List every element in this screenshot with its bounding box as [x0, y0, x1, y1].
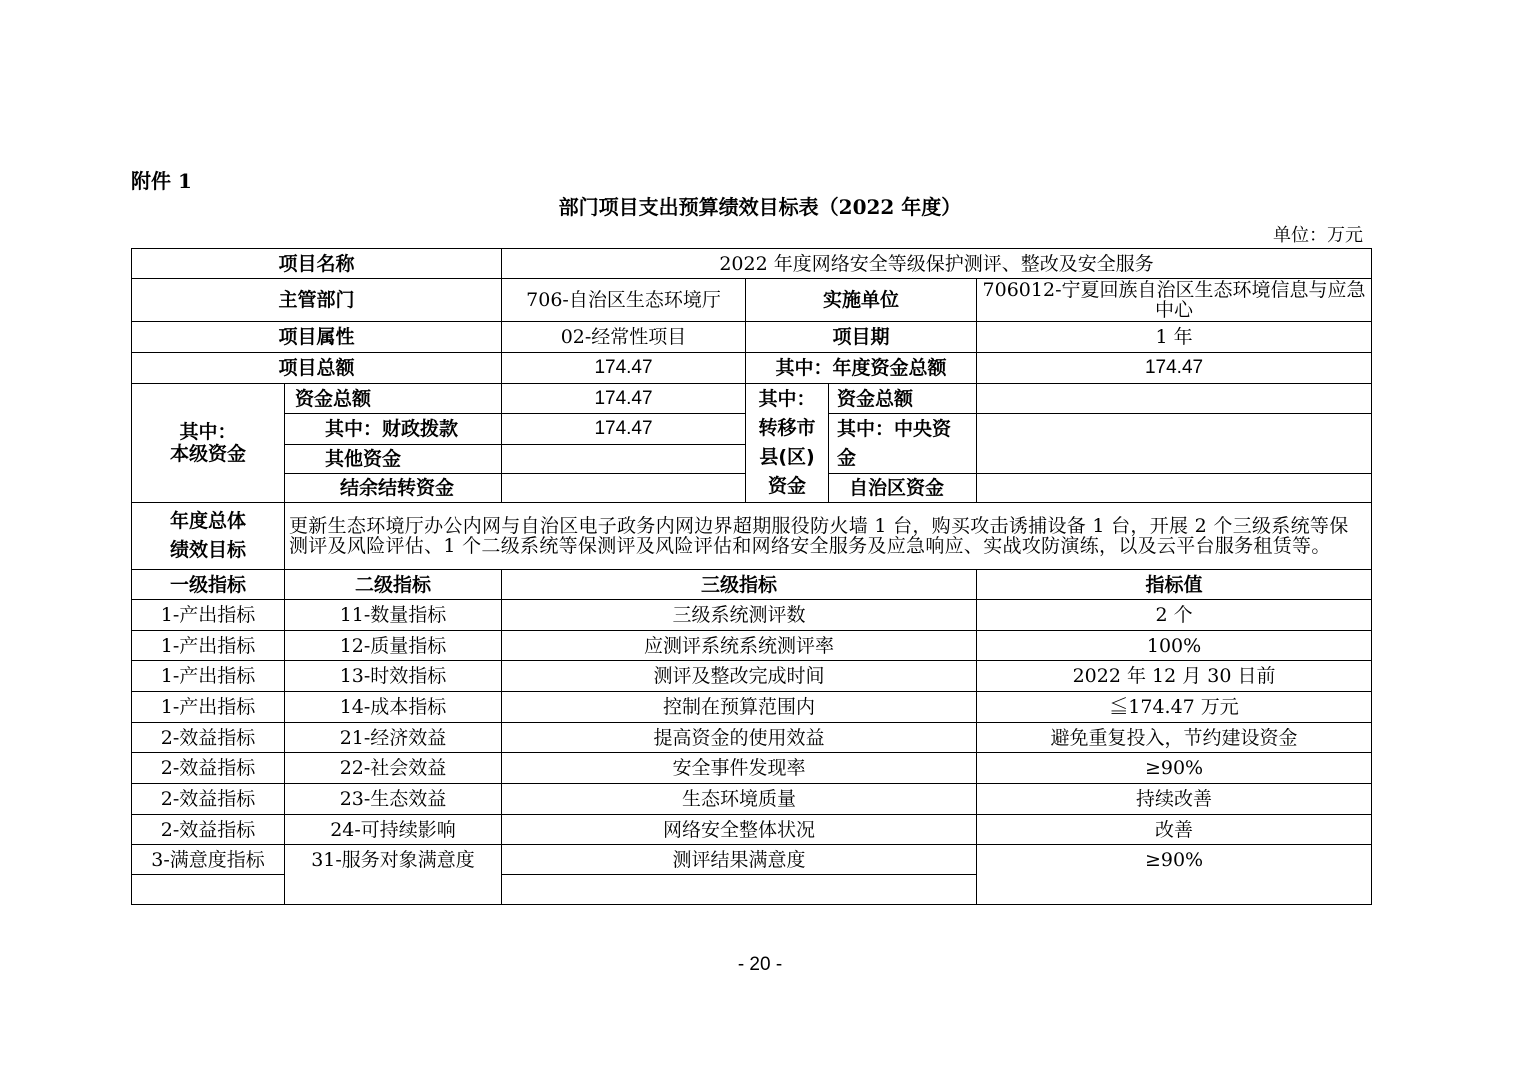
- level1-cell: 2-效益指标: [132, 753, 285, 784]
- table-row: [132, 692, 1372, 723]
- t-central-label-line2: 金: [837, 446, 857, 469]
- t-central-label-line1: 其中：中央资: [837, 417, 952, 440]
- level1-cell: 2-效益指标: [132, 815, 285, 845]
- level3-cell: 提高资金的使用效益: [502, 723, 977, 753]
- value-cell: 避免重复投入，节约建设资金: [977, 723, 1372, 753]
- value-cell: ≥90%: [977, 845, 1372, 905]
- t-region-label: 自治区资金: [829, 474, 977, 503]
- value-cell: 改善: [977, 815, 1372, 845]
- level3-cell: 应测评系统系统测评率: [502, 631, 977, 661]
- level2-cell: 14-成本指标: [285, 692, 502, 723]
- goal-label: [132, 503, 285, 570]
- local-funds-label: [132, 384, 285, 503]
- t-region-value: [977, 474, 1372, 503]
- level1-cell: 2-效益指标: [132, 723, 285, 753]
- table-row: [132, 661, 1372, 692]
- level2-cell: 31-服务对象满意度: [285, 845, 502, 905]
- annual-total-value: 174.47: [977, 353, 1372, 384]
- level3-cell: 安全事件发现率: [502, 753, 977, 784]
- carry-funds-label: 结余结转资金: [285, 474, 502, 503]
- level1-cell: 2-效益指标: [132, 784, 285, 815]
- level1-cell: 1-产出指标: [132, 661, 285, 692]
- transfer-label-line2: 转移市: [758, 417, 816, 439]
- annual-total-label: 其中：年度资金总额: [746, 353, 977, 384]
- table-row: [132, 815, 1372, 845]
- indicator-header-level1: 一级指标: [132, 570, 285, 600]
- attr-label: 项目属性: [132, 322, 502, 353]
- t-central-value: [977, 414, 1372, 474]
- period-label: 项目期: [746, 322, 977, 353]
- dept-value: 706-自治区生态环境厅: [502, 279, 746, 322]
- level1-cell: 1-产出指标: [132, 600, 285, 631]
- t-total-value: [977, 384, 1372, 414]
- value-cell: 2 个: [977, 600, 1372, 631]
- goal-label-line1: 年度总体: [169, 510, 246, 532]
- attachment-label: 附件 1: [131, 169, 192, 193]
- value-cell: 100%: [977, 631, 1372, 661]
- fund-total-value: 174.47: [502, 384, 746, 414]
- impl-label: 实施单位: [746, 279, 977, 322]
- table-row: [132, 723, 1372, 753]
- transfer-label-line1: 其中：: [758, 388, 816, 410]
- goal-label-line2: 绩效目标: [169, 539, 246, 561]
- value-cell: 2022 年 12 月 30 日前: [977, 661, 1372, 692]
- project-name-value: 2022 年度网络安全等级保护测评、整改及安全服务: [502, 249, 1372, 279]
- empty-cell: [502, 875, 977, 905]
- level2-cell: 24-可持续影响: [285, 815, 502, 845]
- level2-cell: 23-生态效益: [285, 784, 502, 815]
- value-cell: 持续改善: [977, 784, 1372, 815]
- empty-cell: [132, 875, 285, 905]
- level2-cell: 22-社会效益: [285, 753, 502, 784]
- total-value: 174.47: [502, 353, 746, 384]
- level2-cell: 21-经济效益: [285, 723, 502, 753]
- table-row: [132, 600, 1372, 631]
- period-value: 1 年: [977, 322, 1372, 353]
- level3-cell: 网络安全整体状况: [502, 815, 977, 845]
- carry-funds-value: [502, 474, 746, 503]
- value-cell: ≥90%: [977, 753, 1372, 784]
- value-cell: ≦174.47 万元: [977, 692, 1372, 723]
- level2-cell: 13-时效指标: [285, 661, 502, 692]
- local-funds-label-line1: 其中：: [179, 421, 237, 443]
- level3-cell: 控制在预算范围内: [502, 692, 977, 723]
- page-number: - 20 -: [737, 954, 783, 975]
- t-central-label: [829, 414, 977, 474]
- unit-label: 单位：万元: [1273, 225, 1363, 246]
- table-row: [132, 784, 1372, 815]
- transfer-label-line4: 资金: [768, 475, 807, 497]
- fiscal-value: 174.47: [502, 414, 746, 445]
- indicator-header-value: 指标值: [977, 570, 1372, 600]
- goal-text: 更新生态环境厅办公内网与自治区电子政务内网边界超期服役防火墙 1 台，购买攻击诱捕设备 1 台，开展 2 个三级系统等保测评及风险评估、1 个二级系统等保测评及风险评估和网络安全服务及应急响应、实战攻防演练，以及云平台服务租赁等。: [285, 503, 1372, 570]
- t-total-label: 资金总额: [829, 384, 977, 414]
- table-row: [132, 753, 1372, 784]
- project-name-label: 项目名称: [132, 249, 502, 279]
- table-row: [132, 845, 1372, 875]
- indicator-header-level2: 二级指标: [285, 570, 502, 600]
- transfer-funds-label: [746, 384, 829, 503]
- total-label: 项目总额: [132, 353, 502, 384]
- level2-cell: 11-数量指标: [285, 600, 502, 631]
- transfer-label-line3: 县(区): [759, 446, 815, 468]
- level1-cell: 1-产出指标: [132, 631, 285, 661]
- level1-cell: 3-满意度指标: [132, 845, 285, 875]
- table-row: [132, 631, 1372, 661]
- other-funds-value: [502, 445, 746, 474]
- fund-total-label: 资金总额: [285, 384, 502, 414]
- level3-cell: 测评及整改完成时间: [502, 661, 977, 692]
- impl-value: 706012-宁夏回族自治区生态环境信息与应急中心: [977, 279, 1372, 322]
- level3-cell: 测评结果满意度: [502, 845, 977, 875]
- level3-cell: 生态环境质量: [502, 784, 977, 815]
- level3-cell: 三级系统测评数: [502, 600, 977, 631]
- attr-value: 02-经常性项目: [502, 322, 746, 353]
- indicator-header-level3: 三级指标: [502, 570, 977, 600]
- local-funds-label-line2: 本级资金: [169, 443, 246, 465]
- page-title: 部门项目支出预算绩效目标表（2022 年度）: [558, 195, 962, 219]
- fiscal-label: 其中：财政拨款: [285, 414, 502, 445]
- level2-cell: 12-质量指标: [285, 631, 502, 661]
- dept-label: 主管部门: [132, 279, 502, 322]
- performance-table: [131, 248, 1372, 905]
- level1-cell: 1-产出指标: [132, 692, 285, 723]
- other-funds-label: 其他资金: [285, 445, 502, 474]
